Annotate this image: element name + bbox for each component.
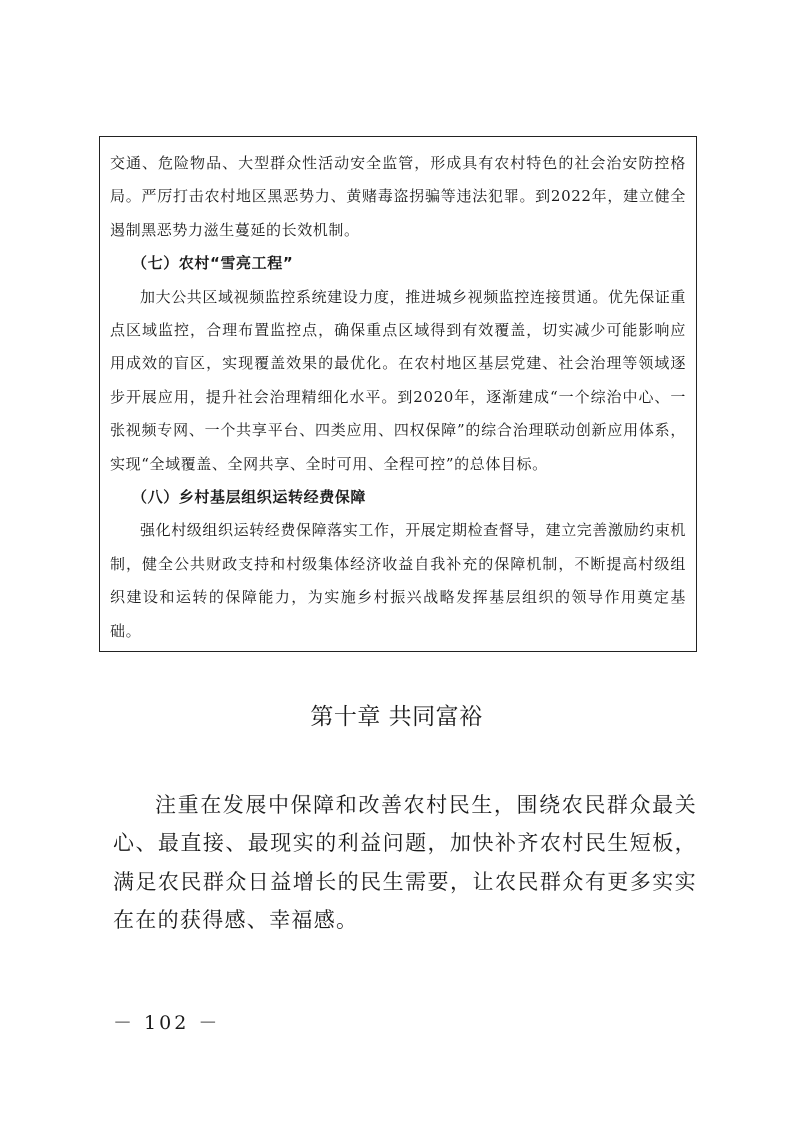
page-number: － 102 －	[113, 1012, 221, 1034]
box-paragraph-8: 强化村级组织运转经费保障落实工作，开展定期检查督导，建立完善激励约束机制，健全公共财政支持和村级集体经济收益自我补充的保障机制，不断提高村级组织建设和运转的保障能力，为实施乡村振兴战略发挥基层组织的领导作用奠定基础。	[110, 521, 687, 640]
chapter-title: 第十章 共同富裕	[310, 704, 483, 730]
section-heading-8: （八）乡村基层组织运转经费保障	[132, 488, 367, 507]
section-heading-7: （七）农村“雪亮工程”	[132, 254, 294, 273]
boxed-text-section	[99, 136, 697, 652]
box-paragraph-7: 加大公共区域视频监控系统建设力度，推进城乡视频监控连接贯通。优先保证重点区域监控，合理布置监控点，确保重点区域得到有效覆盖，切实减少可能影响应用成效的盲区，实现覆盖效果的最优化。在农村地区基层党建、社会治理等领域逐步开展应用，提升社会治理精细化水平。到2020年，逐渐建成“一个综治中心、一张视频专网、一个共享平台、四类应用、四权保障”的综合治理联动创新应用体系，实现“全域覆盖、全网共享、全时可用、全程可控”的总体目标。	[110, 287, 687, 473]
box-paragraph-continued: 交通、危险物品、大型群众性活动安全监管，形成具有农村特色的社会治安防控格局。严厉打击农村地区黑恶势力、黄赌毒盗拐骗等违法犯罪。到2022年，建立健全遏制黑恶势力滋生蔓延的长效机制。	[110, 154, 686, 239]
chapter-intro-paragraph: 注重在发展中保障和改善农村民生，围绕农民群众最关心、最直接、最现实的利益问题，加快补齐农村民生短板，满足农民群众日益增长的民生需要，让农民群众有更多实实在在的获得感、幸福感。	[113, 793, 697, 933]
